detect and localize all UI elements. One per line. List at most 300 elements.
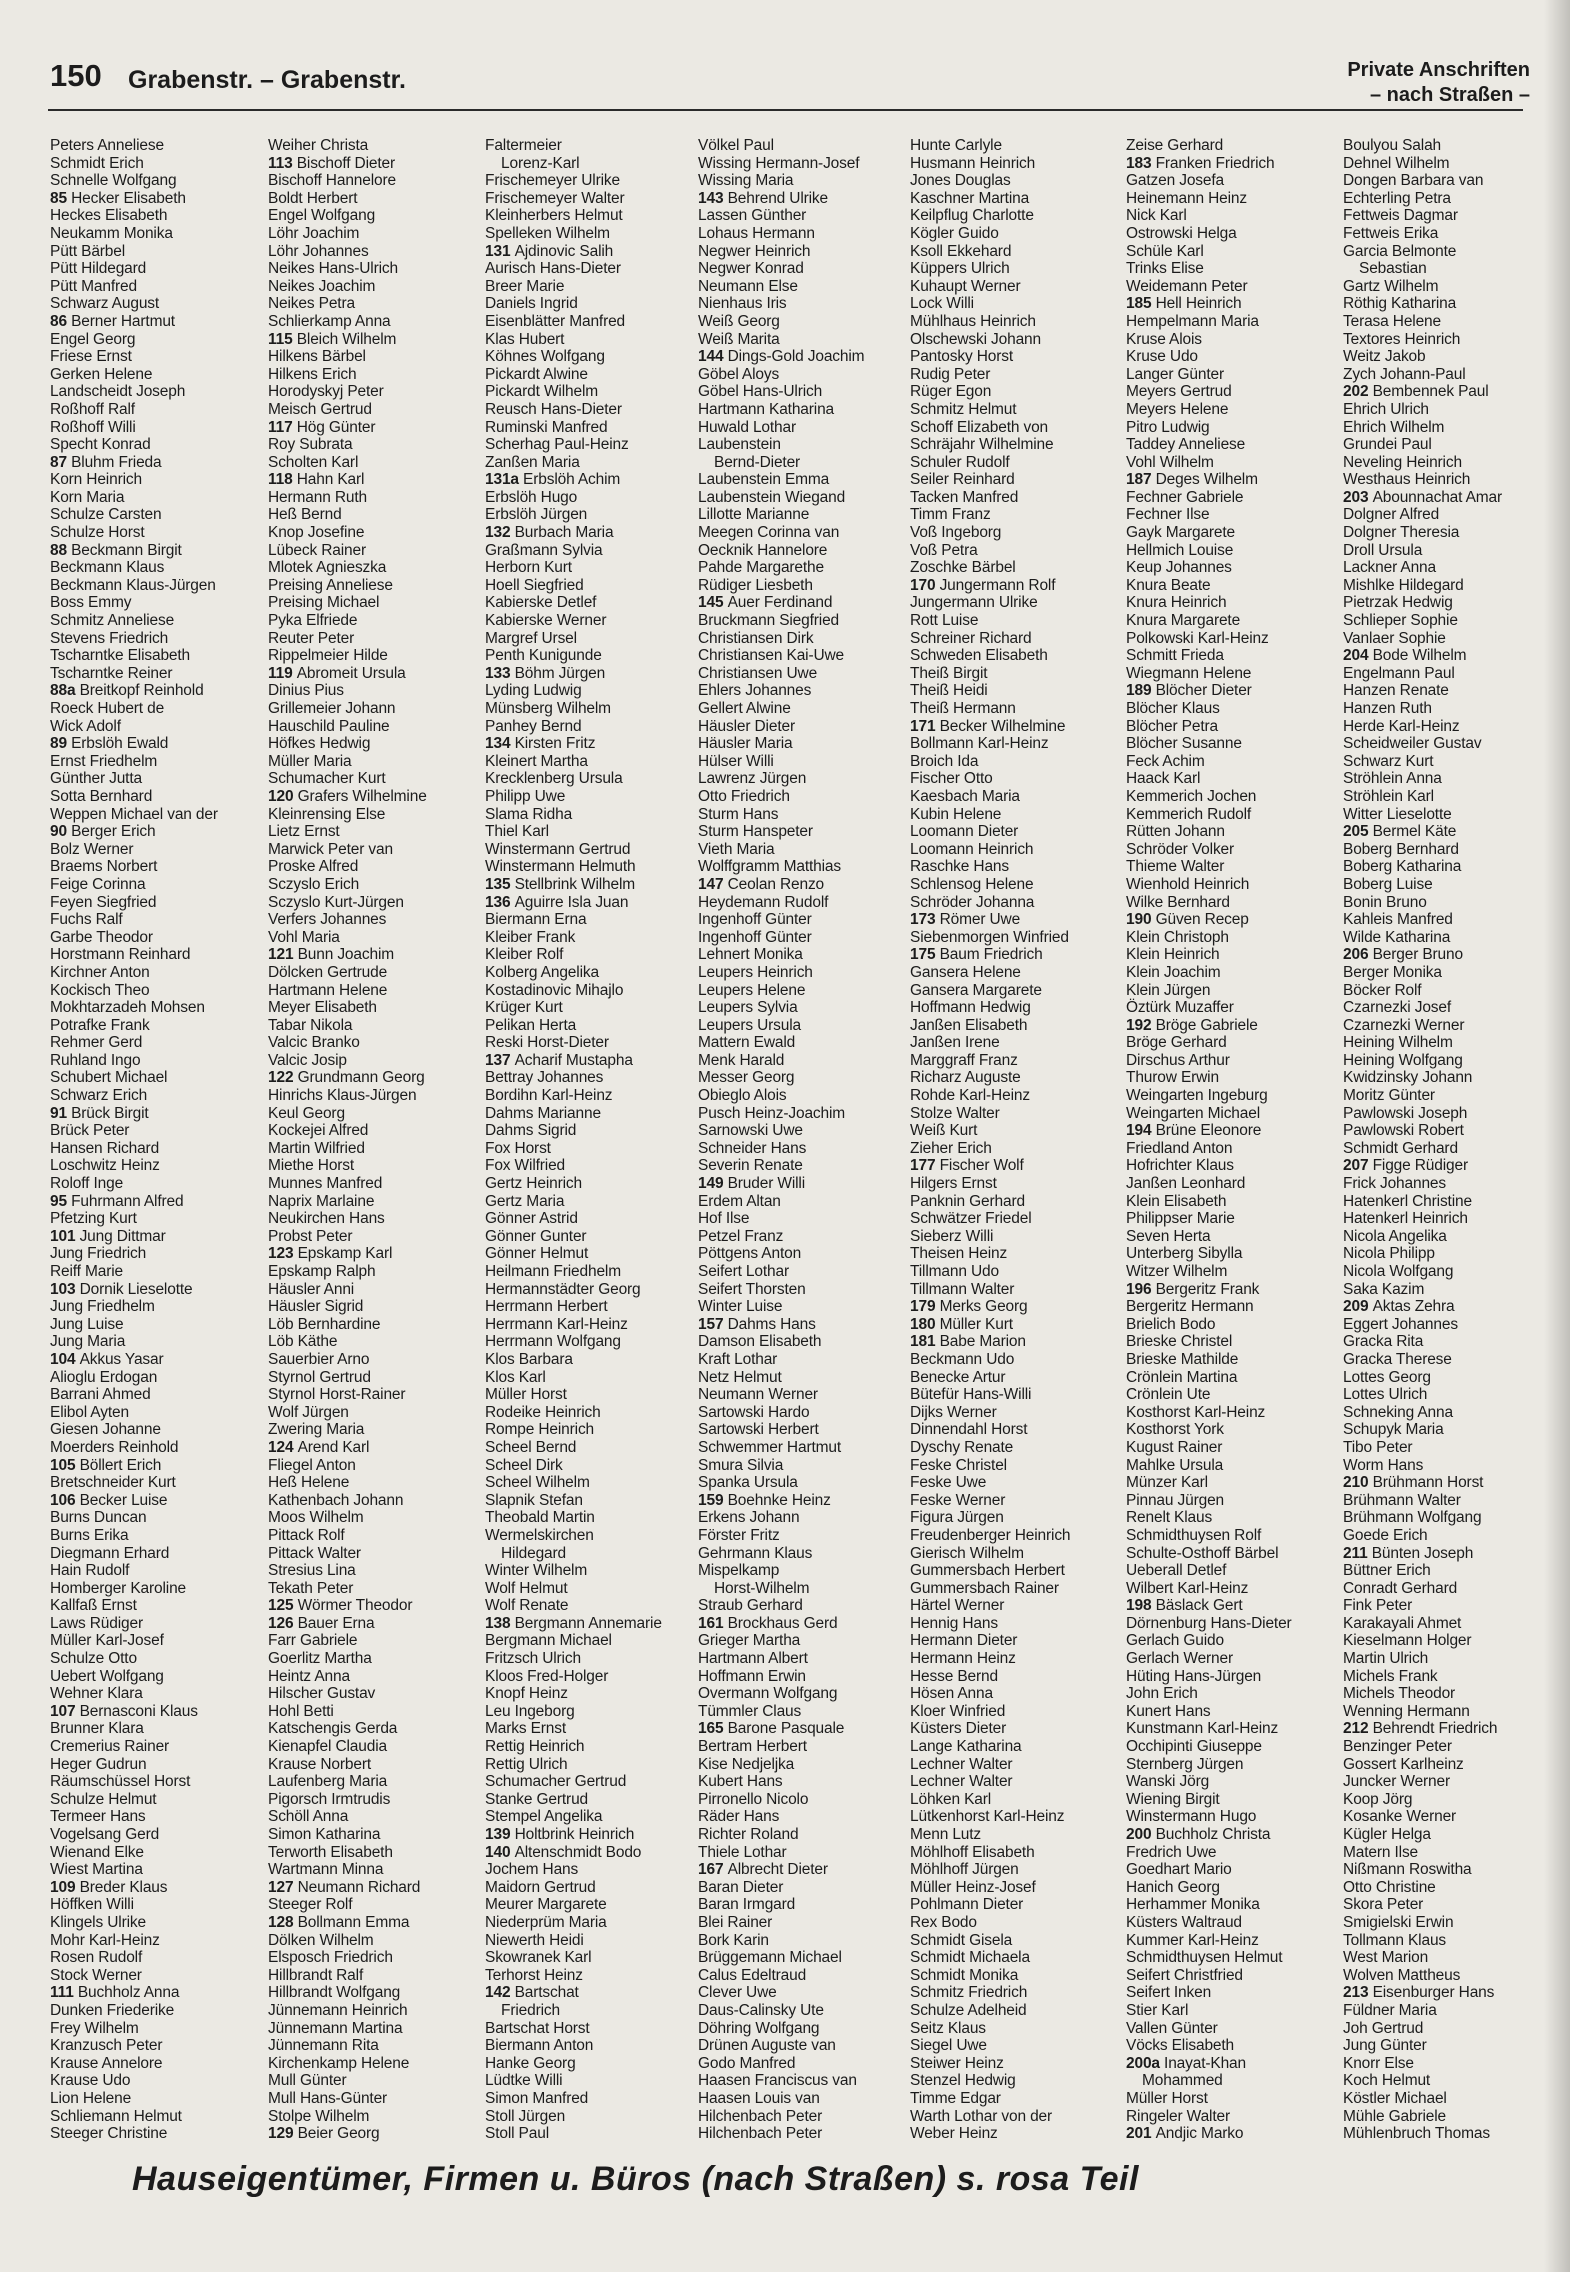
directory-entry: Lottes Georg [1343,1368,1431,1386]
directory-entry: Friedrich [501,2001,560,2019]
directory-entry: Hauschild Pauline [268,717,390,735]
directory-entry: Hilscher Gustav [268,1685,376,1703]
house-number: 210 [1343,1474,1373,1492]
house-number: 165 [698,1720,728,1738]
directory-entry: Boberg Bernhard [1343,840,1459,858]
directory-entry: 125 Wörmer Theodor [268,1597,413,1615]
directory-entry: Möhlhoff Jürgen [910,1861,1019,1879]
house-number: 120 [268,787,298,805]
directory-entry: Hillbrandt Ralf [268,1966,364,1984]
directory-entry: Biermann Erna [485,911,587,929]
directory-entry: Frey Wilhelm [50,2019,139,2037]
directory-entry: Feske Werner [910,1491,1006,1509]
directory-entry: Panhey Bernd [485,717,582,735]
directory-entry: Scheel Dirk [485,1456,563,1474]
directory-entry: Spanka Ursula [698,1474,798,1492]
directory-entry: 175 Baum Friedrich [910,946,1043,964]
directory-entry: Naprix Marlaine [268,1192,375,1210]
directory-entry: Hartmann Helene [268,981,388,999]
house-number: 139 [485,1826,515,1843]
directory-entry: Peters Anneliese [50,137,164,154]
house-number: 159 [698,1491,728,1509]
directory-entry: Pusch Heinz-Joachim [698,1104,846,1122]
directory-entry: Uebert Wolfgang [50,1667,164,1685]
directory-entry: 200a Inayat-Khan [1126,2054,1246,2072]
house-number: 113 [268,154,297,172]
directory-entry: Crönlein Martina [1126,1368,1238,1386]
directory-entry: Seifert Inken [1126,1984,1212,2002]
directory-entry: Reiff Marie [50,1263,124,1280]
directory-entry: Hösen Anna [910,1685,993,1703]
directory-entry: Menn Lutz [910,1826,982,1843]
directory-entry: 138 Bergmann Annemarie [485,1614,662,1632]
directory-entry: Slapnik Stefan [485,1491,583,1509]
directory-entry: Schnelle Wolfgang [50,172,177,190]
directory-entry: Dirschus Arthur [1126,1051,1230,1069]
directory-entry: Braems Norbert [50,858,158,876]
directory-entry: Neumann Else [698,277,798,295]
directory-entry: Neikes Petra [268,295,355,313]
directory-entry: Stempel Angelika [485,1808,603,1826]
house-number: 144 [698,348,728,366]
directory-entry: Meegen Corinna van [698,524,840,542]
directory-entry: Clever Uwe [698,1984,777,2002]
directory-entry: Kirchenkamp Helene [268,2054,410,2072]
directory-entry: Herde Karl-Heinz [1343,717,1460,735]
directory-entry: 95 Fuhrmann Alfred [50,1192,184,1210]
directory-entry: Leupers Sylvia [698,999,798,1017]
directory-entry: Weiß Kurt [910,1122,978,1140]
directory-entry: Gertz Maria [485,1192,565,1210]
directory-entry: Christiansen Dirk [698,629,814,647]
directory-entry: Hansen Richard [50,1139,160,1157]
directory-entry: Czarnezki Josef [1343,999,1452,1017]
directory-entry: Schröder Volker [1126,840,1235,858]
directory-entry: Schmidthuysen Rolf [1126,1526,1262,1544]
directory-entry: Kubin Helene [910,805,1002,823]
directory-entry: Ostrowski Helga [1126,224,1237,242]
directory-entry: Gönner Astrid [485,1210,578,1228]
directory-entry: Polkowski Karl-Heinz [1126,629,1269,647]
directory-entry: Garbe Theodor [50,928,153,946]
directory-entry: 86 Berner Hartmut [50,312,175,330]
directory-entry: Lyding Ludwig [485,682,582,700]
directory-entry: Schlieper Sophie [1343,612,1458,630]
directory-entry: Horstmann Reinhard [50,946,191,964]
directory-entry: Küsters Dieter [910,1720,1007,1738]
directory-entry: Penth Kunigunde [485,647,602,665]
directory-entry: Schumacher Gertrud [485,1773,627,1791]
directory-entry: Klein Heinrich [1126,946,1220,964]
directory-entry: 117 Hög Günter [268,418,376,436]
directory-entry: Scholten Karl [268,453,359,471]
directory-entry: Negwer Heinrich [698,242,811,260]
directory-entry: Meyers Helene [1126,400,1229,418]
directory-entry: Meyer Elisabeth [268,999,377,1017]
directory-entry: Garcia Belmonte [1343,242,1457,260]
directory-entry: Proske Alfred [268,858,359,876]
house-number: 104 [50,1350,80,1368]
directory-entry: Höffken Willi [50,1896,134,1914]
directory-entry: Bergeritz Hermann [1126,1298,1254,1316]
directory-entry: Göbel Hans-Ulrich [698,383,823,401]
directory-entry: Elibol Ayten [50,1403,129,1421]
directory-entry: Frischemeyer Ulrike [485,172,620,190]
directory-entry: Jünnemann Rita [268,2037,379,2055]
directory-entry: Tscharntke Elisabeth [50,647,191,665]
directory-entry: Wiest Martina [50,1861,143,1879]
directory-entry: Neikes Hans-Ulrich [268,260,398,278]
directory-entry: Hanke Georg [485,2054,576,2072]
directory-entry: Messer Georg [698,1069,795,1087]
directory-entry: Saka Kazim [1343,1280,1425,1298]
directory-entry: 105 Böllert Erich [50,1456,162,1474]
house-number: 201 [1126,2125,1156,2143]
house-number: 107 [50,1702,80,1720]
directory-entry: Rettig Heinrich [485,1738,585,1756]
directory-entry: Mull Hans-Günter [268,2089,388,2107]
directory-entry: Zieher Erich [910,1139,992,1157]
directory-entry: Rüger Egon [910,383,992,401]
directory-entry: Brieske Christel [1126,1333,1233,1351]
directory-entry: Mohammed [1142,2072,1223,2090]
directory-entry: Lechner Walter [910,1755,1013,1773]
directory-entry: 128 Bollmann Emma [268,1913,410,1931]
directory-entry: Bork Karin [698,1931,769,1949]
directory-entry: Zeise Gerhard [1126,137,1224,154]
directory-entry: Schwemmer Hartmut [698,1438,842,1456]
directory-entry: 107 Bernasconi Klaus [50,1702,198,1720]
directory-entry: 181 Babe Marion [910,1333,1026,1351]
directory-entry: Schwätzer Friedel [910,1210,1032,1228]
scan-edge-shadow [1544,0,1570,2272]
directory-entry: Lehnert Monika [698,946,803,964]
directory-entry: Ueberall Detlef [1126,1562,1227,1580]
directory-entry: Heydemann Rudolf [698,893,829,911]
directory-entry: 144 Dings-Gold Joachim [698,348,865,366]
directory-entry: Simon Manfred [485,2089,589,2107]
house-number: 115 [268,330,297,348]
directory-entry: Stolze Walter [910,1104,1000,1122]
directory-entry: Voß Ingeborg [910,524,1002,542]
directory-entry: Wissing Maria [698,172,794,190]
directory-entry: Knura Beate [1126,576,1211,594]
directory-entry: Benecke Artur [910,1368,1006,1386]
directory-entry: Mull Günter [268,2072,347,2090]
directory-entry: Wiegmann Helene [1126,664,1252,682]
directory-entry: Müller Horst [1126,2089,1208,2107]
house-number: 198 [1126,1597,1156,1615]
directory-entry: Lübeck Rainer [268,541,366,559]
directory-entry: Olschewski Johann [910,330,1041,348]
directory-entry: Kugust Rainer [1126,1438,1223,1456]
directory-entry: 147 Ceolan Renzo [698,875,825,893]
directory-entry: 131a Erbslöh Achim [485,471,621,489]
directory-entry: Herhammer Monika [1126,1896,1260,1914]
directory-entry: Tekath Peter [268,1579,354,1597]
directory-entry: Heintz Anna [268,1667,350,1685]
directory-entry: Christiansen Uwe [698,664,818,682]
directory-entry: Feske Christel [910,1456,1007,1474]
directory-entry: Knorr Else [1343,2054,1414,2072]
directory-entry: Jung Friedhelm [50,1298,155,1316]
house-number: 138 [485,1614,515,1632]
directory-entry: Pyka Elfriede [268,612,358,630]
directory-entry: Hof Ilse [698,1210,750,1228]
house-number: 103 [50,1280,80,1298]
house-number: 207 [1343,1157,1373,1175]
house-number: 133 [485,664,515,682]
directory-entry: Feige Corinna [50,875,146,893]
directory-entry: Bretschneider Kurt [50,1474,176,1492]
directory-entry: Lütkenhorst Karl-Heinz [910,1808,1065,1826]
directory-entry: Kubert Hans [698,1773,783,1791]
directory-entry: 190 Güven Recep [1126,911,1249,929]
directory-entry: Skowranek Karl [485,1949,592,1967]
directory-entry: Stoll Jürgen [485,2107,566,2125]
house-number: 91 [50,1104,72,1122]
page-number: 150 [50,58,102,93]
directory-entry: Reski Horst-Dieter [485,1034,609,1052]
directory-entry: Pietrzak Hedwig [1343,594,1453,612]
directory-entry: Kaschner Martina [910,189,1030,207]
house-number: 183 [1126,154,1156,172]
directory-entry: Boulyou Salah [1343,137,1442,154]
directory-entry: Kwidzinsky Johann [1343,1069,1473,1087]
directory-entry: Dörnenburg Hans-Dieter [1126,1614,1292,1632]
directory-entry: Kostadinovic Mihajlo [485,981,624,999]
directory-entry: Knura Margarete [1126,612,1241,630]
directory-entry: Kleiber Frank [485,928,576,946]
directory-entry: 120 Grafers Wilhelmine [268,787,427,805]
directory-entry: Seifert Christfried [1126,1966,1243,1984]
directory-entry: Öztürk Muzaffer [1126,999,1234,1017]
directory-entry: Lock Willi [910,295,974,313]
directory-entry: Schröder Johanna [910,893,1035,911]
directory-column [485,137,697,2143]
directory-entry: Kabierske Werner [485,612,607,630]
directory-entry: Winter Wilhelm [485,1562,588,1580]
directory-entry: Fuchs Ralf [50,911,123,929]
directory-entry: Raschke Hans [910,858,1009,876]
directory-entry: Schwarz Kurt [1343,752,1434,770]
directory-entry: Sturm Hanspeter [698,823,813,841]
directory-entry: Vallen Günter [1126,2019,1218,2037]
directory-entry: Specht Konrad [50,436,151,454]
directory-entry: Kosanke Werner [1343,1808,1457,1826]
directory-entry: Boberg Katharina [1343,858,1462,876]
directory-entry: Erbslöh Jürgen [485,506,588,524]
directory-entry: Schmitt Frieda [1126,647,1224,665]
directory-entry: Jochem Hans [485,1861,579,1879]
directory-entry: Loomann Dieter [910,823,1019,841]
directory-entry: Kienapfel Claudia [268,1738,387,1756]
directory-entry: Heining Wilhelm [1343,1034,1453,1052]
directory-entry: Müller Heinz-Josef [910,1878,1036,1896]
directory-entry: Verfers Johannes [268,911,387,929]
directory-entry: Mahlke Ursula [1126,1456,1224,1474]
directory-entry: Nienhaus Iris [698,295,787,313]
directory-entry: Pantosky Horst [910,348,1013,366]
directory-entry: Klos Karl [485,1368,546,1386]
house-number: 125 [268,1597,298,1615]
directory-entry: Dijks Werner [910,1403,997,1421]
directory-entry: Knop Josefine [268,524,365,542]
house-number: 211 [1343,1544,1372,1562]
house-number: 194 [1126,1122,1156,1140]
directory-entry: Kügler Helga [1343,1826,1431,1843]
directory-entry: 167 Albrecht Dieter [698,1861,828,1879]
directory-entry: Schlensog Helene [910,875,1034,893]
directory-entry: Hilkens Erich [268,365,357,383]
directory-entry: Alioglu Erdogan [50,1368,158,1386]
directory-entry: Engel Wolfgang [268,207,376,225]
directory-entry: Fettweis Dagmar [1343,207,1458,225]
directory-entry: Möhlhoff Elisabeth [910,1843,1035,1861]
directory-entry: Seifert Lothar [698,1263,789,1280]
house-number: 88 [50,541,72,559]
directory-entry: 87 Bluhm Frieda [50,453,162,471]
directory-entry: Neikes Joachim [268,277,376,295]
house-number: 89 [50,735,72,753]
directory-entry: Witter Lieselotte [1343,805,1452,823]
directory-entry: Horst-Wilhelm [714,1579,810,1597]
footer-note: Hauseigentümer, Firmen u. Büros (nach Straßen) s. rosa Teil [132,2160,1139,2198]
directory-entry: Weber Heinz [910,2125,998,2143]
directory-entry: Schliemann Helmut [50,2107,182,2125]
directory-entry: Ksoll Ekkehard [910,242,1012,260]
directory-entry: Valcic Branko [268,1034,360,1052]
house-number: 127 [268,1878,298,1896]
directory-entry: Koop Jörg [1343,1790,1413,1808]
directory-entry: Gehrmann Klaus [698,1544,813,1562]
directory-entry: Terhorst Heinz [485,1966,583,1984]
directory-entry: Eisenblätter Manfred [485,312,626,330]
directory-entry: Wienhold Heinrich [1126,875,1250,893]
directory-entry: Barrani Ahmed [50,1386,151,1404]
house-number: 131 [485,242,515,260]
directory-entry: Schreiner Richard [910,629,1032,647]
directory-entry: Laubenstein [698,436,781,454]
directory-entry: Richter Roland [698,1826,799,1843]
directory-entry: Jung Maria [50,1333,126,1351]
directory-entry: Laws Rüdiger [50,1614,143,1632]
house-number: 173 [910,911,940,929]
directory-entry: Pirronello Nicolo [698,1790,809,1808]
directory-entry: Timme Edgar [910,2089,1001,2107]
directory-entry: Klein Christoph [1126,928,1229,946]
directory-entry: Martin Wilfried [268,1139,365,1157]
directory-entry: Rettig Ulrich [485,1755,568,1773]
directory-entry: 123 Epskamp Karl [268,1245,393,1263]
directory-entry: Aurisch Hans-Dieter [485,260,621,278]
directory-entry: Sartowski Herbert [698,1421,819,1439]
directory-entry: Huwald Lothar [698,418,796,436]
directory-entry: Wissing Hermann-Josef [698,154,860,172]
directory-entry: Pinnau Jürgen [1126,1491,1225,1509]
directory-entry: Heckes Elisabeth [50,207,168,225]
directory-entry: Weingarten Ingeburg [1126,1087,1268,1105]
directory-entry: 88 Beckmann Birgit [50,541,182,559]
directory-entry: Rohde Karl-Heinz [910,1087,1030,1105]
directory-entry: Schulze Helmut [50,1790,157,1808]
directory-entry: Burns Erika [50,1526,129,1544]
directory-entry: Häusler Anni [268,1280,355,1298]
directory-entry: Brück Peter [50,1122,130,1140]
directory-entry: Bartschat Horst [485,2019,590,2037]
directory-entry: Klas Hubert [485,330,565,348]
directory-entry: Rehmer Gerd [50,1034,143,1052]
directory-entry: Loschwitz Heinz [50,1157,160,1175]
directory-entry: Landscheidt Joseph [50,383,186,401]
directory-entry: Hofrichter Klaus [1126,1157,1234,1175]
directory-entry: Dehnel Wilhelm [1343,154,1450,172]
directory-entry: Hempelmann Maria [1126,312,1259,330]
directory-entry: Tillmann Udo [910,1263,999,1280]
house-number: 190 [1126,911,1156,929]
directory-entry: Homberger Karoline [50,1579,187,1597]
directory-entry: Jünnemann Heinrich [268,2001,408,2019]
house-number: 213 [1343,1984,1373,2002]
directory-entry: Gerlach Guido [1126,1632,1224,1650]
directory-entry: Martin Ulrich [1343,1650,1429,1668]
directory-entry: Hartmann Katharina [698,400,835,418]
directory-entry: Heinemann Heinz [1126,189,1247,207]
directory-entry: 127 Neumann Richard [268,1878,421,1896]
directory-entry: Schneking Anna [1343,1403,1453,1421]
directory-entry: Pawlowski Joseph [1343,1104,1468,1122]
directory-entry: Theobald Martin [485,1509,595,1527]
directory-entry: 136 Aguirre Isla Juan [485,893,629,911]
directory-entry: Haack Karl [1126,770,1201,788]
directory-entry: Nicola Wolfgang [1343,1263,1454,1280]
directory-entry: 142 Bartschat [485,1984,579,2002]
directory-entry: Hain Rudolf [50,1562,130,1580]
house-number: 167 [698,1861,728,1879]
directory-entry: Langer Günter [1126,365,1225,383]
directory-entry: Joh Gertrud [1343,2019,1424,2037]
directory-entry: Giesen Johanne [50,1421,161,1439]
directory-entry: Heilmann Friedhelm [485,1263,621,1280]
directory-entry: Slama Ridha [485,805,573,823]
directory-entry: Löhken Karl [910,1790,992,1808]
house-number: 88a [50,682,80,700]
directory-entry: Korn Maria [50,488,125,506]
house-number: 85 [50,189,72,207]
directory-entry: Vöcks Elisabeth [1126,2037,1235,2055]
directory-entry: 124 Arend Karl [268,1438,370,1456]
directory-entry: Krause Annelore [50,2054,163,2072]
directory-entry: Berger Monika [1343,963,1442,981]
directory-entry: Wolf Jürgen [268,1403,349,1421]
directory-entry: Grundei Paul [1343,436,1432,454]
directory-entry: Mühle Gabriele [1343,2107,1447,2125]
directory-entry: Freudenberger Heinrich [910,1526,1071,1544]
directory-entry: Pahde Margarethe [698,559,824,577]
house-number: 181 [910,1333,940,1351]
directory-entry: Förster Fritz [698,1526,780,1544]
directory-entry: Echterling Petra [1343,189,1451,207]
directory-entry: Schwarz Erich [50,1087,148,1105]
directory-entry: Philippser Marie [1126,1210,1235,1228]
house-number: 171 [910,717,940,735]
directory-entry: Droll Ursula [1343,541,1423,559]
directory-entry: Juncker Werner [1343,1773,1451,1791]
directory-entry: Engelmann Paul [1343,664,1455,682]
directory-entry: Schuler Rudolf [910,453,1010,471]
house-number: 149 [698,1175,728,1193]
house-number: 137 [485,1051,515,1069]
